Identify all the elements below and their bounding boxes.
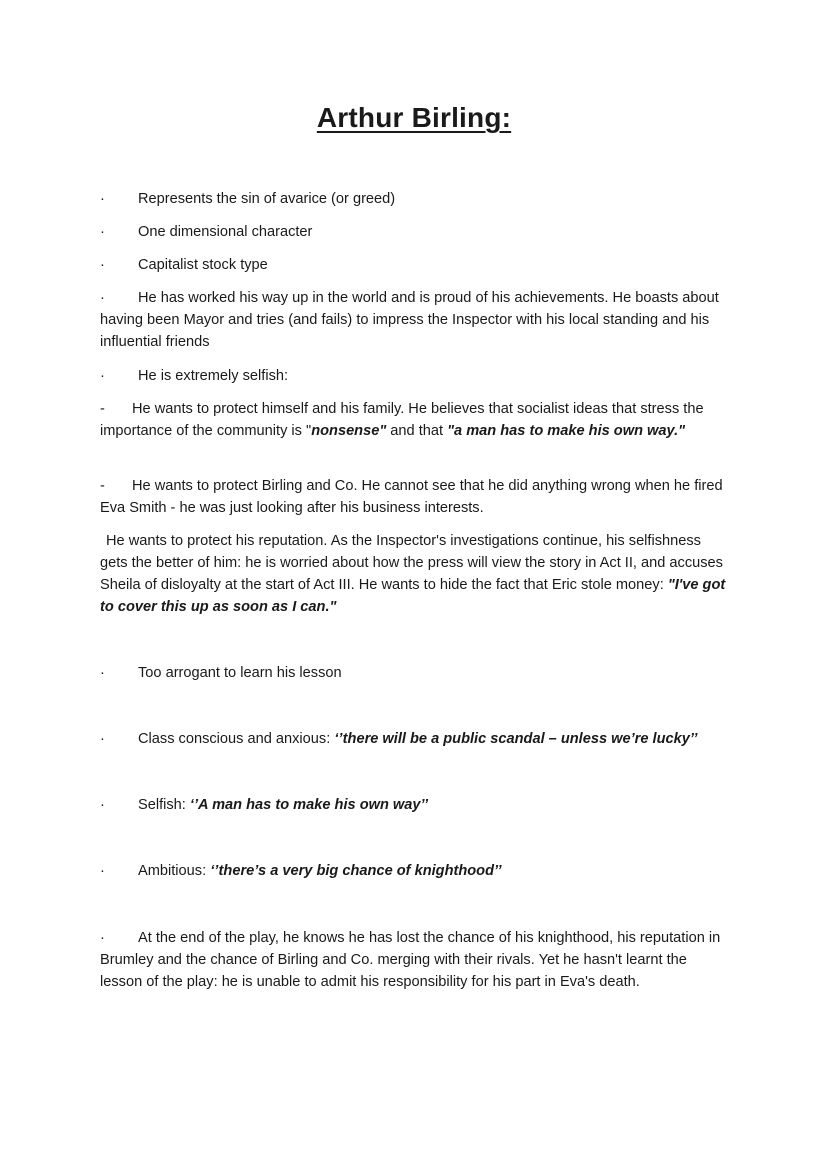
bullet-text: Ambitious:	[138, 863, 211, 879]
page-title-text: Arthur Birling:	[316, 102, 512, 133]
bullet-marker: ·	[100, 665, 105, 681]
bullet-text: Too arrogant to learn his lesson	[138, 665, 342, 681]
bullet-item-ambitious	[100, 860, 730, 882]
bullet-marker: ·	[100, 797, 105, 813]
dash-item-protect-family	[100, 398, 730, 442]
bullet-marker: ·	[100, 368, 105, 384]
bullet-item-class-conscious	[100, 728, 730, 750]
bullet-text: One dimensional character	[138, 224, 313, 240]
paragraph-text: He wants to protect his reputation. As the Inspector's investigations continue, his selfishness gets the better of him: he is worried about how the press will view the story in Act II, and accuses Sheila of disloyalty at the start of Act III. He wants to hide the fact that Eric stole money:	[100, 533, 723, 593]
bullet-item-end-of-play	[100, 927, 730, 993]
bullet-marker: ·	[100, 224, 105, 240]
dash-text-mid: and that	[386, 423, 448, 439]
bullet-item-selfish	[100, 365, 730, 387]
bullet-marker: ·	[100, 863, 105, 879]
page-title	[0, 102, 828, 134]
quote-public-scandal: ‘’there will be a public scandal – unless we’re lucky’’	[334, 731, 698, 747]
quote-nonsense: nonsense"	[311, 423, 387, 439]
quote-knighthood: ‘’there’s a very big chance of knighthood’’	[210, 863, 502, 879]
bullet-item-worked-his-way-up	[100, 287, 730, 353]
quote-own-way-2: ‘’A man has to make his own way’’	[189, 797, 429, 813]
paragraph-reputation	[100, 530, 730, 618]
quote-own-way: "a man has to make his own way."	[447, 423, 686, 439]
bullet-item-capitalist	[100, 254, 730, 276]
bullet-text: At the end of the play, he knows he has lost the chance of his knighthood, his reputation in Brumley and the chance of Birling and Co. merging with their rivals. Yet he hasn't learnt the lesson of the play: he is unable to admit his responsibility for his part in Eva's death.	[100, 930, 721, 990]
dash-item-protect-company	[100, 475, 730, 519]
dash-marker: -	[100, 401, 105, 417]
bullet-marker: ·	[100, 930, 105, 946]
bullet-text: Class conscious and anxious:	[138, 731, 335, 747]
bullet-text: Represents the sin of avarice (or greed)	[138, 191, 396, 207]
bullet-item-arrogant	[100, 662, 730, 684]
quote-cover-up: "I've got to cover this up as soon as I can."	[100, 577, 726, 615]
bullet-marker: ·	[100, 731, 105, 747]
bullet-item-selfish-quote	[100, 794, 730, 816]
bullet-text: Selfish:	[138, 797, 190, 813]
bullet-item-avarice	[100, 188, 730, 210]
bullet-item-one-dimensional	[100, 221, 730, 243]
dash-text: He wants to protect Birling and Co. He cannot see that he did anything wrong when he fired Eva Smith - he was just looking after his business interests.	[100, 478, 723, 516]
bullet-text: He is extremely selfish:	[138, 368, 289, 384]
bullet-marker: ·	[100, 290, 105, 306]
dash-text: He wants to protect himself and his family. He believes that socialist ideas that stress the importance of the community is "	[100, 401, 704, 439]
bullet-text: He has worked his way up in the world and is proud of his achievements. He boasts about having been Mayor and tries (and fails) to impress the Inspector with his local standing and his influential friends	[100, 290, 719, 350]
bullet-marker: ·	[100, 257, 105, 273]
dash-marker: -	[100, 478, 105, 494]
bullet-marker: ·	[100, 191, 105, 207]
bullet-text: Capitalist stock type	[138, 257, 268, 273]
